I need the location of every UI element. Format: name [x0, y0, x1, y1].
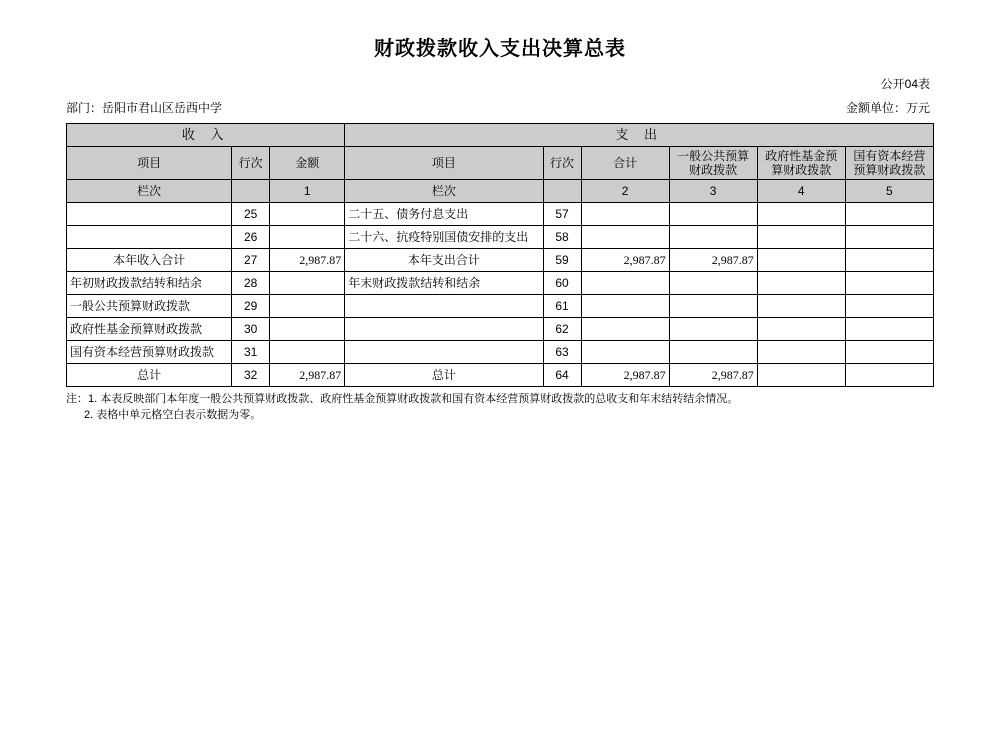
table-row-total [67, 364, 934, 387]
cell-expense-state-capital [845, 341, 933, 364]
cell-expense-general-public [669, 203, 757, 226]
cell-expense-lineno: 59 [543, 249, 581, 272]
table-group-header-row [67, 124, 934, 147]
cell-income-item: 年初财政拨款结转和结余 [67, 272, 232, 295]
cell-income-lineno: 32 [232, 364, 270, 387]
header-expense-lineno: 行次 [543, 147, 581, 180]
cell-income-amount: 2,987.87 [270, 364, 345, 387]
cell-expense-state-capital [845, 249, 933, 272]
cell-expense-gov-fund [757, 203, 845, 226]
cell-income-lineno: 30 [232, 318, 270, 341]
cell-expense-total [581, 318, 669, 341]
colnum-2: 2 [581, 180, 669, 203]
cell-expense-total [581, 295, 669, 318]
table-row [67, 341, 934, 364]
cell-expense-state-capital [845, 226, 933, 249]
cell-expense-gov-fund [757, 249, 845, 272]
cell-expense-state-capital [845, 272, 933, 295]
note-line-1: 注：1. 本表反映部门本年度一般公共预算财政拨款、政府性基金预算财政拨款和国有资本经营预算财政拨款的总收支和年末结转结余情况。 [66, 393, 739, 405]
cell-expense-state-capital [845, 203, 933, 226]
cell-income-item: 一般公共预算财政拨款 [67, 295, 232, 318]
table-row [67, 226, 934, 249]
cell-expense-gov-fund [757, 364, 845, 387]
cell-expense-lineno: 60 [543, 272, 581, 295]
colnum-1: 1 [270, 180, 345, 203]
form-code: 公开04表 [880, 77, 930, 91]
cell-expense-lineno: 62 [543, 318, 581, 341]
table-row [67, 318, 934, 341]
cell-income-amount [270, 318, 345, 341]
cell-expense-general-public [669, 272, 757, 295]
cell-income-lineno: 31 [232, 341, 270, 364]
colnum-4: 4 [757, 180, 845, 203]
cell-expense-total: 2,987.87 [581, 249, 669, 272]
cell-income-amount [270, 203, 345, 226]
cell-expense-general-public: 2,987.87 [669, 364, 757, 387]
cell-income-amount: 2,987.87 [270, 249, 345, 272]
header-expense-state-capital: 国有资本经营预算财政拨款 [845, 147, 933, 180]
cell-expense-item: 二十五、债务付息支出 [345, 203, 543, 226]
colnum-3: 3 [669, 180, 757, 203]
cell-income-item: 总计 [67, 364, 232, 387]
cell-expense-item [345, 341, 543, 364]
cell-expense-item: 本年支出合计 [345, 249, 543, 272]
table-row [67, 272, 934, 295]
cell-expense-lineno: 61 [543, 295, 581, 318]
table-body [67, 203, 934, 387]
cell-income-lineno: 26 [232, 226, 270, 249]
colnum-blank-income-lineno [232, 180, 270, 203]
cell-income-amount [270, 295, 345, 318]
cell-expense-total [581, 203, 669, 226]
cell-income-item [67, 203, 232, 226]
cell-expense-general-public [669, 226, 757, 249]
cell-income-item: 政府性基金预算财政拨款 [67, 318, 232, 341]
cell-expense-item [345, 318, 543, 341]
cell-expense-total [581, 272, 669, 295]
header-income-amount: 金额 [270, 147, 345, 180]
cell-income-item: 国有资本经营预算财政拨款 [67, 341, 232, 364]
cell-expense-general-public [669, 295, 757, 318]
header-income-item: 项目 [67, 147, 232, 180]
group-header-expense: 支 出 [345, 124, 934, 147]
cell-expense-state-capital [845, 295, 933, 318]
cell-expense-item [345, 295, 543, 318]
cell-expense-gov-fund [757, 341, 845, 364]
cell-expense-total: 2,987.87 [581, 364, 669, 387]
cell-income-lineno: 28 [232, 272, 270, 295]
cell-income-amount [270, 341, 345, 364]
group-header-income: 收 入 [67, 124, 345, 147]
table-row [67, 203, 934, 226]
table-notes [66, 391, 934, 423]
cell-income-amount [270, 226, 345, 249]
cell-income-lineno: 29 [232, 295, 270, 318]
table-row [67, 295, 934, 318]
header-income-lineno: 行次 [232, 147, 270, 180]
header-expense-item: 项目 [345, 147, 543, 180]
cell-expense-gov-fund [757, 318, 845, 341]
amount-unit-line: 金额单位：万元 [845, 101, 930, 115]
cell-expense-total [581, 226, 669, 249]
colnum-5: 5 [845, 180, 933, 203]
note-line-2: 2. 表格中单元格空白表示数据为零。 [84, 409, 262, 421]
cell-expense-lineno: 63 [543, 341, 581, 364]
header-expense-general-public: 一般公共预算财政拨款 [669, 147, 757, 180]
cell-expense-general-public: 2,987.87 [669, 249, 757, 272]
financial-table [66, 123, 934, 387]
cell-expense-lineno: 57 [543, 203, 581, 226]
page-title: 财政拨款收入支出决算总表 [374, 38, 626, 60]
cell-expense-general-public [669, 318, 757, 341]
cell-income-item: 本年收入合计 [67, 249, 232, 272]
cell-expense-lineno: 64 [543, 364, 581, 387]
colnum-blank-expense-lineno [543, 180, 581, 203]
table-row [67, 249, 934, 272]
cell-expense-state-capital [845, 364, 933, 387]
cell-expense-general-public [669, 341, 757, 364]
cell-income-item [67, 226, 232, 249]
colnum-label-expense: 栏次 [345, 180, 543, 203]
cell-expense-gov-fund [757, 226, 845, 249]
document-page [0, 32, 1000, 738]
header-expense-total: 合计 [581, 147, 669, 180]
cell-expense-gov-fund [757, 272, 845, 295]
header-expense-gov-fund: 政府性基金预算财政拨款 [757, 147, 845, 180]
cell-income-lineno: 25 [232, 203, 270, 226]
table-column-header-row [67, 147, 934, 180]
table-colnum-row [67, 180, 934, 203]
cell-income-amount [270, 272, 345, 295]
cell-expense-item: 年末财政拨款结转和结余 [345, 272, 543, 295]
cell-expense-total [581, 341, 669, 364]
cell-expense-item: 总计 [345, 364, 543, 387]
department-line: 部门：岳阳市君山区岳西中学 [66, 101, 223, 115]
cell-expense-lineno: 58 [543, 226, 581, 249]
form-code-row [0, 75, 1000, 93]
cell-income-lineno: 27 [232, 249, 270, 272]
cell-expense-gov-fund [757, 295, 845, 318]
cell-expense-item: 二十六、抗疫特别国债安排的支出 [345, 226, 543, 249]
cell-expense-state-capital [845, 318, 933, 341]
meta-row [0, 99, 1000, 117]
colnum-label-income: 栏次 [67, 180, 232, 203]
